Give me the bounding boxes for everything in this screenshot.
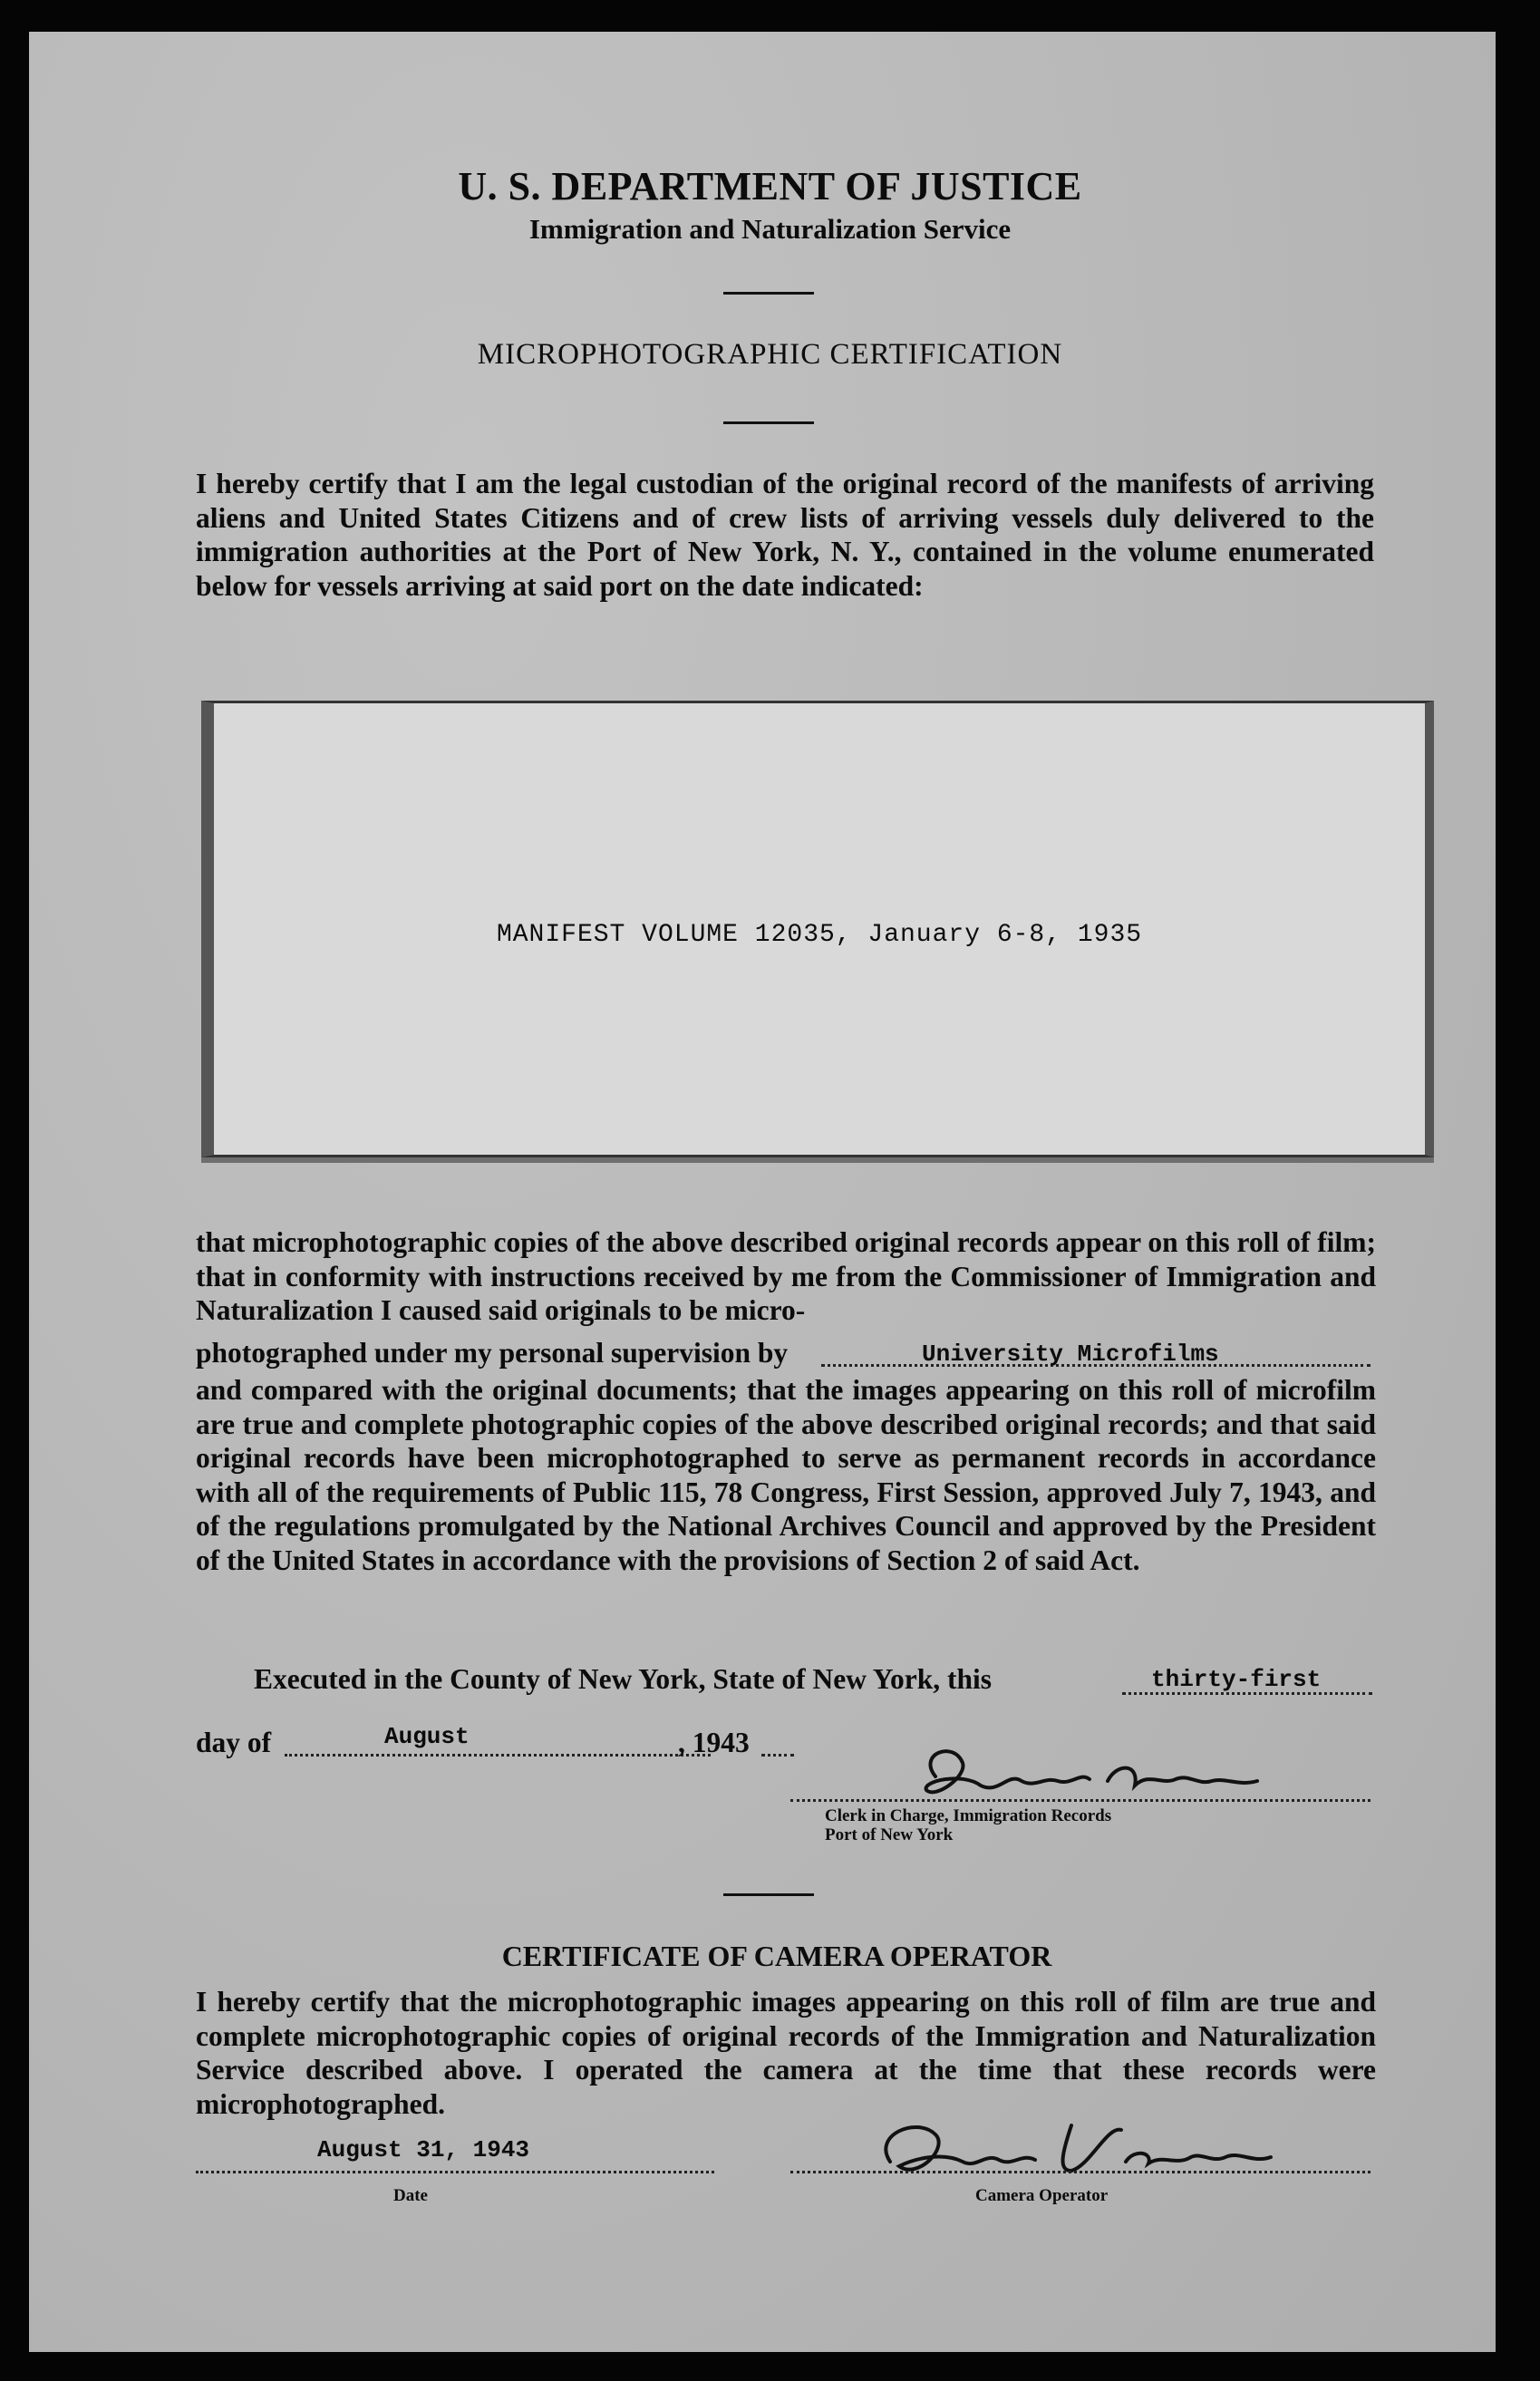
dotted-leader xyxy=(761,1754,794,1757)
divider xyxy=(723,421,814,424)
execution-year: , 1943 xyxy=(678,1727,750,1758)
clerk-title: Clerk in Charge, Immigration Records xyxy=(825,1806,1112,1825)
execution-prefix: Executed in the County of New York, State of New York, this xyxy=(254,1663,993,1695)
date-line xyxy=(196,2171,714,2173)
execution-month: August xyxy=(384,1723,470,1750)
intro-paragraph: I hereby certify that I am the legal custodian of the original record of the manifests of arriving aliens and United States Citizens and of crew lists of arriving vessels duly delivered to the immigration authorities at the Port of New York, N. Y., contained in the volume enumerated below for vessels arriving at said port on the date indicated: xyxy=(196,468,1374,602)
body-paragraph-1: that microphotographic copies of the above described original records appear on this roll of film; that in conformity with instructions received by me from the Commissioner of Immigration and Naturalization I caused said originals to be micro- xyxy=(196,1226,1376,1326)
department-heading: U. S. DEPARTMENT OF JUSTICE xyxy=(458,164,1082,208)
supervision-prefix: photographed under my personal supervision by xyxy=(196,1337,789,1369)
manifest-volume-label: MANIFEST VOLUME 12035, January 6-8, 1935 xyxy=(496,921,1143,949)
certification-title: MICROPHOTOGRAPHIC CERTIFICATION xyxy=(477,338,1063,371)
operator-line xyxy=(790,2171,1371,2173)
supervision-line xyxy=(196,1337,788,1370)
camera-operator-label: Camera Operator xyxy=(975,2186,1109,2205)
date-label: Date xyxy=(393,2186,428,2205)
service-subheading: Immigration and Naturalization Service xyxy=(528,213,1012,245)
clerk-signature xyxy=(899,1736,1289,1808)
camera-operator-title: CERTIFICATE OF CAMERA OPERATOR xyxy=(501,1940,1052,1972)
divider xyxy=(723,292,814,295)
body-paragraph-2: and compared with the original documents; that the images appearing on this roll of microfilm are true and complete photographic copies of the above described original records; and that said original records have been microphotographed to serve as permanent records in accordance with all of the requirements of Public 115, 78 Congress, First Session, approved July 7, 1943, and of the regulations promulgated by the National Archives Council and approved by the President of the United States in accordance with the provisions of Section 2 of said Act. xyxy=(196,1374,1376,1576)
supervisor-name: University Microfilms xyxy=(922,1341,1219,1368)
camera-date-value: August 31, 1943 xyxy=(317,2136,530,2163)
dotted-leader xyxy=(285,1754,711,1757)
document-page xyxy=(29,32,1496,2352)
day-of-label: day of xyxy=(196,1727,272,1758)
execution-day: thirty-first xyxy=(1151,1666,1322,1693)
record-card xyxy=(201,701,1434,1157)
execution-line xyxy=(254,1663,992,1696)
clerk-port: Port of New York xyxy=(825,1825,954,1844)
camera-operator-paragraph: I hereby certify that the microphotographic images appearing on this roll of film are true and complete microphotographic copies of original records of the Immigration and Naturalization Service described above. I operated the camera at the time that these records were microphotographed. xyxy=(196,1986,1376,2120)
divider xyxy=(723,1893,814,1896)
operator-signature xyxy=(863,2107,1298,2189)
